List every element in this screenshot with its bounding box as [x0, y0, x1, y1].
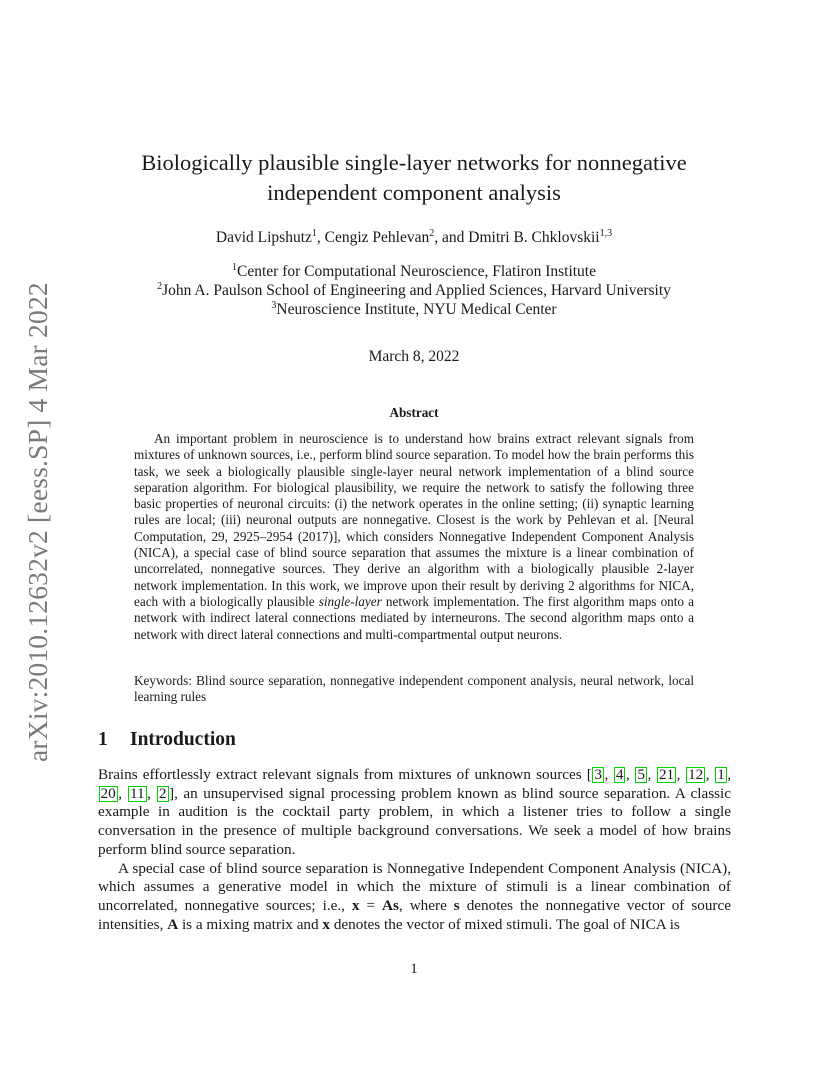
affiliation-mark: 3: [271, 300, 277, 311]
author-separator: ,: [316, 229, 325, 246]
citation-link[interactable]: 12: [688, 766, 704, 783]
math-matrix: A: [167, 915, 179, 933]
affiliation: [0, 300, 828, 319]
section-title: Introduction: [130, 729, 236, 750]
keywords: Keywords: Blind source separation, nonnegative independent component analysis, neural network, local learning rules: [134, 673, 694, 705]
math-vector: s: [453, 896, 460, 914]
math-vector: x: [322, 915, 331, 933]
affiliation-mark: 1: [232, 262, 237, 273]
citation-link[interactable]: 21: [658, 766, 675, 783]
title-line-2: independent component analysis: [267, 180, 561, 205]
publication-date: March 8, 2022: [368, 348, 460, 365]
intro-paragraph: Brains effortlessly extract relevant signals from mixtures of unknown sources [ 3 , 4 , 5 , 21 , 12 , 1 , 20 , 11 , 2 ], an unsupervised signal processing problem known as blind source separation. A classic example in audition is the cocktail party problem, in which a listener tries to follow a single conversation in the presence of multiple background conversations. We seek a model of how brains perform blind source separation.: [98, 766, 732, 858]
author-name: David Lipshutz: [215, 229, 312, 246]
citation-link[interactable]: 1: [717, 766, 725, 783]
affiliation-mark: 2: [157, 281, 163, 292]
author-name: Dmitri B. Chklovskii: [468, 229, 600, 246]
abstract-heading: Abstract: [389, 405, 439, 420]
affiliation: [0, 262, 828, 281]
arxiv-identifier-stamp: arXiv:2010.12632v2 [eess.SP] 4 Mar 2022: [22, 282, 53, 762]
intro-paragraph: [98, 860, 731, 935]
author-list: [0, 229, 828, 247]
author-separator: , and: [434, 229, 469, 246]
affiliation-text: Neuroscience Institute, NYU Medical Center: [276, 301, 557, 318]
math-operator: =: [359, 896, 383, 914]
abstract-body: [134, 431, 694, 643]
intro-text: is a mixing matrix and: [178, 915, 323, 933]
math-vector: As: [382, 896, 399, 914]
citation-link[interactable]: 20: [100, 784, 116, 802]
citation-link[interactable]: 2: [158, 784, 167, 802]
affiliation-text: John A. Paulson School of Engineering and Applied Sciences, Harvard University: [162, 282, 671, 299]
author-name: Cengiz Pehlevan: [324, 229, 430, 246]
math-vector: x: [351, 896, 360, 914]
affiliation: [0, 281, 828, 300]
intro-text: , where: [398, 896, 454, 914]
abstract-emphasis: single-layer: [318, 593, 382, 609]
author-affiliation-mark: 1,3: [599, 228, 613, 239]
intro-text: denotes the vector of mixed stimuli. The goal of NICA is: [330, 915, 680, 933]
section-number: 1: [98, 729, 108, 750]
citation-link[interactable]: 5: [637, 766, 645, 783]
author-affiliation-mark: 2: [429, 228, 435, 239]
abstract-text: network implementation. The first algorithm maps onto a network with indirect lateral connections mediated by interneurons. The second algorithm maps onto a network with direct lateral connections and multi-compartmental output neurons.: [134, 593, 694, 642]
affiliation-list: [0, 262, 828, 319]
section-heading: [98, 729, 236, 751]
abstract-text: An important problem in neuroscience is to understand how brains extract relevant signals from mixtures of unknown sources, i.e., perform blind source separation. To model how the brain performs this task, we seek a biologically plausible single-layer neural network implementation of a blind source separation algorithm. For biological plausibility, we require the network to satisfy the following three basic properties of neuronal circuits: (i) the network operates in the online setting; (ii) synaptic learning rules are local; (iii) neuronal outputs are nonnegative. Closest is the work by Pehlevan et al. [Neural Computation, 29, 2925–2954 (2017)], which considers Nonnegative Independent Component Analysis (NICA), a special case of blind source separation that assumes the mixture is a linear combination of uncorrelated, nonnegative sources. They derive an algorithm with a biologically plausible 2-layer network implementation. In this work, we improve upon their result by deriving 2 algorithms for NICA, each with a biologically plausible: [134, 431, 694, 609]
page-number: 1: [410, 961, 418, 977]
abstract-paragraph: [134, 431, 694, 643]
author-affiliation-mark: 1: [311, 228, 317, 239]
intro-text: denotes the nonnegative vector of source intensities,: [98, 896, 731, 933]
citation-link[interactable]: 11: [129, 784, 145, 802]
intro-text: Brains effortlessly extract relevant signals from mixtures of unknown sources: [98, 766, 587, 783]
intro-text: A special case of blind source separation is Nonnegative Independent Component Analysis (NICA), which assumes a generative model in which the mixture of stimuli is a linear combination of uncorrelated, nonnegative sources; i.e.,: [98, 859, 731, 914]
introduction-body: [98, 766, 731, 934]
citation-link[interactable]: 3: [594, 766, 602, 783]
affiliation-text: Center for Computational Neuroscience, Flatiron Institute: [237, 263, 596, 280]
title-line-1: Biologically plausible single-layer networks for nonnegative: [141, 150, 687, 175]
intro-text: , an unsupervised signal processing problem known as blind source separation. A classic example in audition is the cocktail party problem, in which a listener tries to follow a single conversation in the presence of multiple background conversations. We seek a model of how brains perform blind source separation.: [98, 784, 732, 858]
citation-link[interactable]: 4: [615, 766, 624, 783]
paper-title: [0, 148, 828, 208]
